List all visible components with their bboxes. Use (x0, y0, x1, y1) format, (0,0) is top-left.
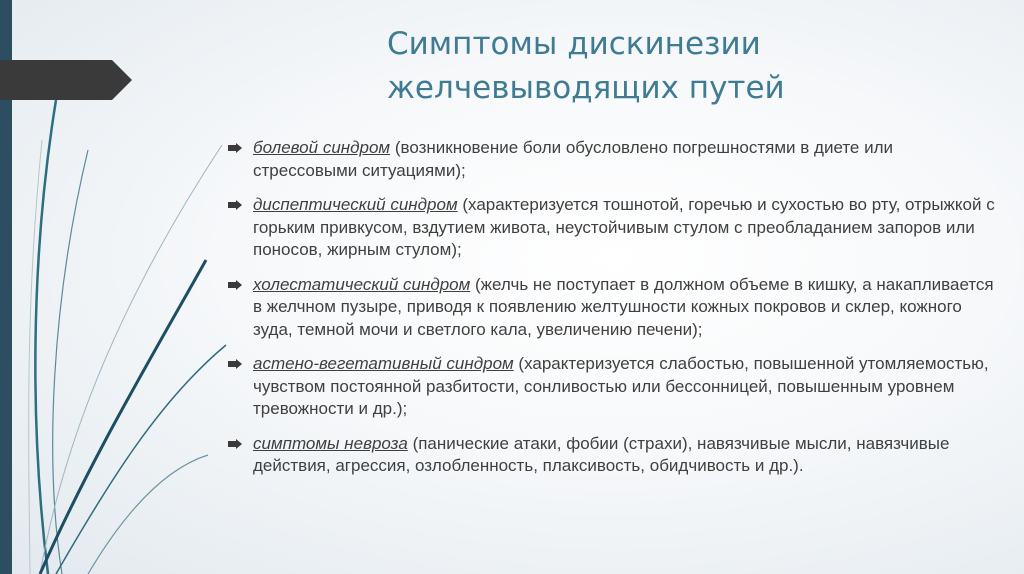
arrow-bullet-icon (228, 280, 242, 290)
list-item (228, 194, 998, 262)
page-title (387, 22, 987, 110)
list-item (228, 353, 998, 421)
arrow-bullet-icon (228, 359, 242, 369)
symptom-term: болевой синдром (253, 138, 391, 157)
list-item (228, 274, 998, 342)
title-line-1: Симптомы дискинезии (387, 26, 761, 62)
symptom-term: астено-вегетативный синдром (253, 354, 514, 373)
arrow-bullet-icon (228, 143, 242, 153)
symptom-description: (возникновение боли обусловлено погрешностями в диете или стрессовыми ситуациями); (253, 138, 894, 180)
arrow-bullet-icon (228, 439, 242, 449)
symptom-description: (характеризуется слабостью, повышенной утомляемостью, чувством постоянной разбитости, сонливостью или бессонницей, повышенным уровнем тревожности и др.); (253, 354, 989, 418)
symptom-term: диспептический синдром (253, 195, 458, 214)
symptom-description: (желчь не поступает в должном объеме в кишку, а накапливается в желчном пузыре, приводя к появлению желтушности кожных покровов и склер, кожного зуда, темной мочи и светлого кала, увеличению печени); (253, 274, 994, 339)
arrow-bullet-icon (228, 200, 242, 210)
symptom-description: (панические атаки, фобии (страхи), навязчивые мысли, навязчивые действия, агрессия, озлобленность, плаксивость, обидчивость и др.). (253, 433, 950, 475)
symptoms-list (228, 137, 998, 490)
symptom-term: симптомы невроза (253, 433, 408, 453)
list-item (228, 433, 998, 478)
symptom-description: (характеризуется тошнотой, горечью и сухостью во рту, отрыжкой с горьким привкусом, вздутием живота, неустойчивым стулом с преобладанием запоров или поносов, жирным стулом); (253, 195, 995, 259)
title-arrow-shape (0, 60, 132, 100)
symptom-term: холестатический синдром (253, 274, 471, 294)
title-line-2: желчевыводящих путей (387, 70, 785, 106)
list-item (228, 137, 998, 182)
